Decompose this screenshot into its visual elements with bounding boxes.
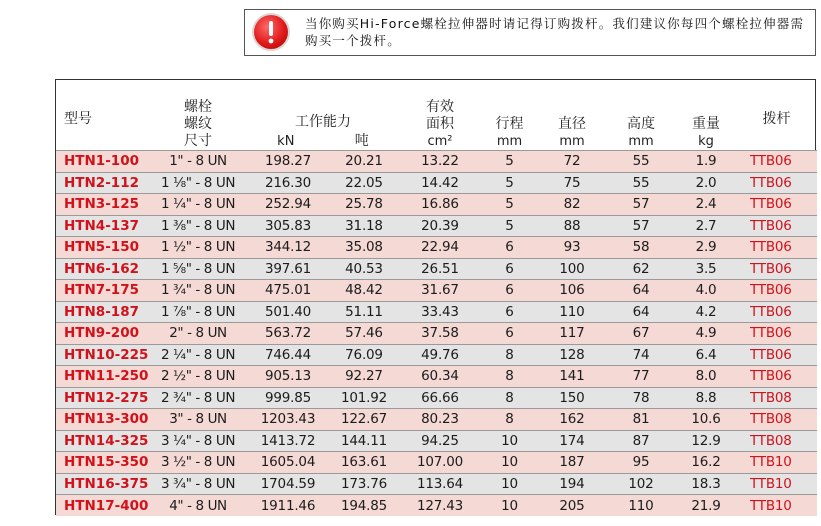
cell-model: HTN8-187 (56, 301, 149, 323)
header-lever (736, 80, 817, 151)
cell-effective-area: 60.34 (399, 366, 481, 388)
cell-model: HTN1-100 (56, 151, 149, 173)
cell-effective-area: 33.43 (399, 301, 481, 323)
cell-lever: TTB10 (736, 495, 817, 517)
cell-capacity-ton: 144.11 (329, 430, 399, 452)
cell-capacity-kn: 305.83 (247, 215, 329, 237)
cell-capacity-ton: 76.09 (329, 344, 399, 366)
cell-effective-area: 80.23 (399, 409, 481, 431)
header-capacity-ton: 吨 (354, 133, 369, 149)
cell-capacity-ton: 31.18 (329, 215, 399, 237)
cell-weight: 12.9 (676, 430, 736, 452)
cell-lever: TTB06 (736, 258, 817, 280)
cell-bolt-size: 1 ⅜" - 8 UN (149, 215, 247, 237)
cell-capacity-kn: 1704.59 (247, 473, 329, 495)
cell-weight: 4.9 (676, 323, 736, 345)
header-capacity-kn: kN (277, 134, 295, 149)
cell-diameter: 93 (538, 237, 606, 259)
cell-effective-area: 94.25 (399, 430, 481, 452)
cell-lever: TTB06 (736, 344, 817, 366)
cell-lever: TTB06 (736, 194, 817, 216)
cell-capacity-ton: 92.27 (329, 366, 399, 388)
cell-model: HTN10-225 (56, 344, 149, 366)
cell-weight: 8.0 (676, 366, 736, 388)
cell-diameter: 141 (538, 366, 606, 388)
cell-diameter: 187 (538, 452, 606, 474)
cell-diameter: 75 (538, 172, 606, 194)
cell-capacity-ton: 163.61 (329, 452, 399, 474)
cell-model: HTN4-137 (56, 215, 149, 237)
header-bolt-size-line1: 螺栓 (184, 99, 212, 115)
cell-lever: TTB06 (736, 301, 817, 323)
header-weight-unit: kg (698, 134, 714, 149)
cell-capacity-ton: 40.53 (329, 258, 399, 280)
cell-height: 95 (606, 452, 676, 474)
cell-stroke: 10 (481, 452, 538, 474)
cell-height: 57 (606, 215, 676, 237)
table-row (56, 280, 817, 302)
cell-weight: 10.6 (676, 409, 736, 431)
cell-model: HTN11-250 (56, 366, 149, 388)
cell-capacity-ton: 122.67 (329, 409, 399, 431)
cell-stroke: 6 (481, 258, 538, 280)
cell-weight: 4.2 (676, 301, 736, 323)
cell-diameter: 106 (538, 280, 606, 302)
cell-lever: TTB06 (736, 151, 817, 173)
cell-model: HTN16-375 (56, 473, 149, 495)
cell-stroke: 6 (481, 237, 538, 259)
table-row (56, 473, 817, 495)
cell-weight: 16.2 (676, 452, 736, 474)
spec-table (55, 79, 816, 515)
cell-lever: TTB06 (736, 280, 817, 302)
cell-effective-area: 22.94 (399, 237, 481, 259)
cell-capacity-ton: 35.08 (329, 237, 399, 259)
cell-model: HTN6-162 (56, 258, 149, 280)
cell-weight: 8.8 (676, 387, 736, 409)
table-row (56, 430, 817, 452)
cell-stroke: 8 (481, 387, 538, 409)
header-area-line1: 有效 (426, 99, 454, 115)
cell-height: 81 (606, 409, 676, 431)
cell-capacity-kn: 344.12 (247, 237, 329, 259)
cell-bolt-size: 2 ¾" - 8 UN (149, 387, 247, 409)
cell-model: HTN12-275 (56, 387, 149, 409)
cell-height: 55 (606, 172, 676, 194)
cell-diameter: 88 (538, 215, 606, 237)
cell-capacity-kn: 1911.46 (247, 495, 329, 517)
table-row (56, 409, 817, 431)
header-bolt-size-line3: 尺寸 (184, 133, 212, 149)
cell-capacity-kn: 746.44 (247, 344, 329, 366)
cell-diameter: 162 (538, 409, 606, 431)
cell-diameter: 110 (538, 301, 606, 323)
cell-effective-area: 13.22 (399, 151, 481, 173)
header-diameter-unit: mm (559, 134, 585, 149)
cell-bolt-size: 1 ¾" - 8 UN (149, 280, 247, 302)
cell-capacity-kn: 501.40 (247, 301, 329, 323)
header-area-line2: 面积 (426, 116, 454, 132)
cell-capacity-kn: 1605.04 (247, 452, 329, 474)
table-row (56, 301, 817, 323)
cell-stroke: 5 (481, 194, 538, 216)
cell-stroke: 5 (481, 172, 538, 194)
table-row (56, 215, 817, 237)
cell-bolt-size: 1" - 8 UN (149, 151, 247, 173)
cell-capacity-ton: 20.21 (329, 151, 399, 173)
header-weight (676, 80, 736, 151)
table-header-row (56, 80, 817, 151)
cell-bolt-size: 1 ½" - 8 UN (149, 237, 247, 259)
header-capacity-label: 工作能力 (295, 114, 351, 130)
table-row (56, 344, 817, 366)
table-row (56, 387, 817, 409)
cell-diameter: 72 (538, 151, 606, 173)
cell-stroke: 6 (481, 301, 538, 323)
cell-model: HTN5-150 (56, 237, 149, 259)
cell-effective-area: 66.66 (399, 387, 481, 409)
cell-model: HTN14-325 (56, 430, 149, 452)
cell-capacity-kn: 216.30 (247, 172, 329, 194)
cell-stroke: 10 (481, 430, 538, 452)
cell-capacity-ton: 25.78 (329, 194, 399, 216)
cell-capacity-kn: 999.85 (247, 387, 329, 409)
cell-weight: 2.7 (676, 215, 736, 237)
cell-height: 58 (606, 237, 676, 259)
cell-stroke: 10 (481, 495, 538, 517)
header-stroke-unit: mm (496, 134, 523, 149)
cell-height: 57 (606, 194, 676, 216)
cell-diameter: 117 (538, 323, 606, 345)
cell-lever: TTB06 (736, 215, 817, 237)
cell-height: 77 (606, 366, 676, 388)
header-height-label: 高度 (627, 116, 655, 132)
cell-stroke: 6 (481, 280, 538, 302)
cell-capacity-kn: 563.72 (247, 323, 329, 345)
cell-capacity-ton: 57.46 (329, 323, 399, 345)
cell-model: HTN17-400 (56, 495, 149, 517)
table-row (56, 452, 817, 474)
cell-bolt-size: 1 ⅞" - 8 UN (149, 301, 247, 323)
cell-effective-area: 26.51 (399, 258, 481, 280)
cell-bolt-size: 2 ¼" - 8 UN (149, 344, 247, 366)
cell-effective-area: 14.42 (399, 172, 481, 194)
cell-effective-area: 113.64 (399, 473, 481, 495)
cell-capacity-kn: 905.13 (247, 366, 329, 388)
cell-lever: TTB06 (736, 366, 817, 388)
cell-height: 102 (606, 473, 676, 495)
cell-lever: TTB08 (736, 409, 817, 431)
cell-weight: 1.9 (676, 151, 736, 173)
cell-model: HTN9-200 (56, 323, 149, 345)
cell-effective-area: 31.67 (399, 280, 481, 302)
cell-capacity-ton: 48.42 (329, 280, 399, 302)
cell-height: 55 (606, 151, 676, 173)
spec-table-grid (56, 80, 817, 516)
table-body (56, 151, 817, 517)
cell-height: 110 (606, 495, 676, 517)
table-row (56, 151, 817, 173)
cell-capacity-ton: 101.92 (329, 387, 399, 409)
cell-height: 87 (606, 430, 676, 452)
header-capacity (247, 80, 399, 151)
cell-lever: TTB06 (736, 323, 817, 345)
cell-model: HTN7-175 (56, 280, 149, 302)
cell-lever: TTB06 (736, 172, 817, 194)
cell-capacity-ton: 173.76 (329, 473, 399, 495)
cell-lever: TTB10 (736, 452, 817, 474)
table-row (56, 323, 817, 345)
header-lever-label: 拨杆 (762, 110, 791, 127)
header-weight-label: 重量 (692, 116, 720, 132)
cell-lever: TTB10 (736, 473, 817, 495)
cell-effective-area: 37.58 (399, 323, 481, 345)
cell-weight: 2.4 (676, 194, 736, 216)
cell-bolt-size: 3 ¼" - 8 UN (149, 430, 247, 452)
table-row (56, 237, 817, 259)
cell-effective-area: 16.86 (399, 194, 481, 216)
cell-height: 78 (606, 387, 676, 409)
cell-model: HTN15-350 (56, 452, 149, 474)
cell-stroke: 8 (481, 366, 538, 388)
cell-bolt-size: 4" - 8 UN (149, 495, 247, 517)
cell-effective-area: 49.76 (399, 344, 481, 366)
cell-height: 62 (606, 258, 676, 280)
cell-weight: 21.9 (676, 495, 736, 517)
header-diameter-label: 直径 (558, 116, 586, 132)
cell-diameter: 174 (538, 430, 606, 452)
cell-diameter: 128 (538, 344, 606, 366)
cell-stroke: 8 (481, 409, 538, 431)
header-stroke (481, 80, 538, 151)
cell-stroke: 10 (481, 473, 538, 495)
cell-height: 67 (606, 323, 676, 345)
header-model (56, 80, 149, 151)
cell-weight: 6.4 (676, 344, 736, 366)
header-model-label: 型号 (64, 110, 92, 127)
cell-bolt-size: 2 ½" - 8 UN (149, 366, 247, 388)
cell-bolt-size: 3" - 8 UN (149, 409, 247, 431)
cell-model: HTN3-125 (56, 194, 149, 216)
notice-box (244, 9, 816, 56)
cell-effective-area: 127.43 (399, 495, 481, 517)
cell-lever: TTB08 (736, 387, 817, 409)
cell-model: HTN2-112 (56, 172, 149, 194)
table-row (56, 258, 817, 280)
cell-bolt-size: 3 ¾" - 8 UN (149, 473, 247, 495)
cell-capacity-kn: 1203.43 (247, 409, 329, 431)
cell-diameter: 100 (538, 258, 606, 280)
cell-bolt-size: 1 ⅝" - 8 UN (149, 258, 247, 280)
cell-effective-area: 20.39 (399, 215, 481, 237)
cell-capacity-kn: 198.27 (247, 151, 329, 173)
cell-weight: 4.0 (676, 280, 736, 302)
header-height (606, 80, 676, 151)
cell-capacity-ton: 22.05 (329, 172, 399, 194)
cell-stroke: 8 (481, 344, 538, 366)
cell-stroke: 5 (481, 151, 538, 173)
cell-diameter: 194 (538, 473, 606, 495)
table-row (56, 366, 817, 388)
cell-bolt-size: 3 ½" - 8 UN (149, 452, 247, 474)
cell-diameter: 82 (538, 194, 606, 216)
cell-weight: 3.5 (676, 258, 736, 280)
cell-weight: 2.9 (676, 237, 736, 259)
cell-lever: TTB06 (736, 237, 817, 259)
cell-bolt-size: 1 ¼" - 8 UN (149, 194, 247, 216)
cell-capacity-ton: 51.11 (329, 301, 399, 323)
cell-bolt-size: 1 ⅛" - 8 UN (149, 172, 247, 194)
cell-capacity-kn: 1413.72 (247, 430, 329, 452)
cell-weight: 18.3 (676, 473, 736, 495)
cell-capacity-ton: 194.85 (329, 495, 399, 517)
header-stroke-label: 行程 (495, 116, 524, 132)
cell-model: HTN13-300 (56, 409, 149, 431)
notice-text: 当你购买Hi-Force螺栓拉伸器时请记得订购拨杆。我们建议你每四个螺栓拉伸器需购买一个拨杆。 (305, 16, 805, 48)
cell-bolt-size: 2" - 8 UN (149, 323, 247, 345)
header-height-unit: mm (628, 134, 654, 149)
cell-effective-area: 107.00 (399, 452, 481, 474)
cell-capacity-kn: 252.94 (247, 194, 329, 216)
cell-weight: 2.0 (676, 172, 736, 194)
header-bolt-size-line2: 螺纹 (184, 116, 212, 132)
cell-stroke: 5 (481, 215, 538, 237)
table-row (56, 495, 817, 517)
cell-height: 64 (606, 301, 676, 323)
table-row (56, 172, 817, 194)
exclamation-icon (254, 15, 288, 49)
cell-stroke: 6 (481, 323, 538, 345)
table-row (56, 194, 817, 216)
header-diameter (538, 80, 606, 151)
cell-diameter: 150 (538, 387, 606, 409)
cell-capacity-kn: 397.61 (247, 258, 329, 280)
header-bolt-size (149, 80, 247, 151)
header-effective-area (399, 80, 481, 151)
cell-height: 64 (606, 280, 676, 302)
header-area-unit: cm² (427, 134, 453, 149)
cell-lever: TTB08 (736, 430, 817, 452)
cell-height: 74 (606, 344, 676, 366)
cell-diameter: 205 (538, 495, 606, 517)
cell-capacity-kn: 475.01 (247, 280, 329, 302)
